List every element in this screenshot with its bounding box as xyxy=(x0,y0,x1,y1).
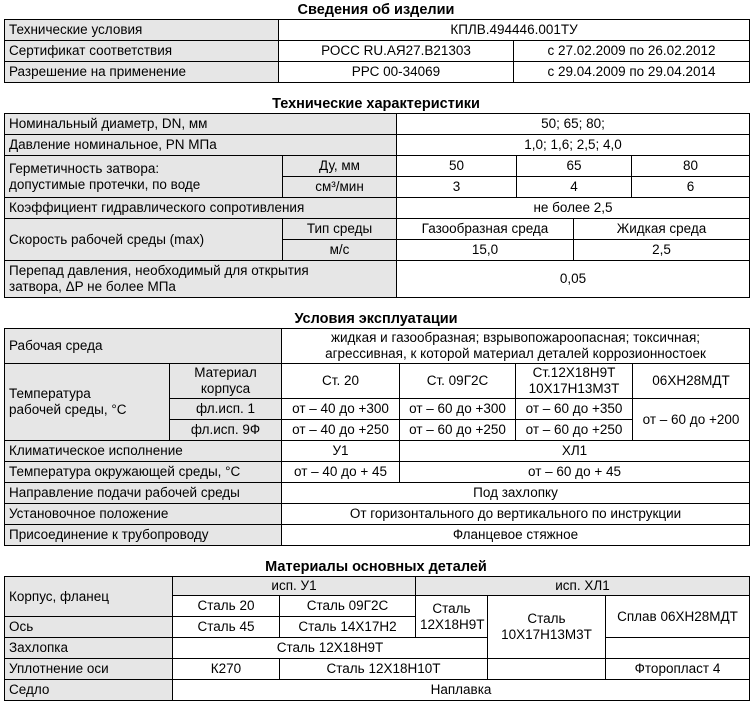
label-medium-type: Тип среды xyxy=(283,219,397,240)
value-permit: РРС 00-34069 xyxy=(279,62,514,83)
material-st20: Ст. 20 xyxy=(282,364,400,399)
label-seat: Седло xyxy=(5,680,173,701)
period-permit: с 29.04.2009 по 29.04.2014 xyxy=(514,62,750,83)
value-pn: 1,0; 1,6; 2,5; 4,0 xyxy=(397,135,750,156)
body-12x18 xyxy=(416,596,488,638)
value-flap: Сталь 12Х18Н9Т xyxy=(173,638,488,659)
label-axis: Ось xyxy=(5,617,173,638)
label-certificate: Сертификат соответствия xyxy=(5,41,279,62)
fl9-st20: от – 40 до +250 xyxy=(282,420,400,441)
merged-10x17-line2: 10Х17Н13М3Т xyxy=(501,627,592,642)
label-du: Ду, мм xyxy=(283,156,397,177)
axis-st45: Сталь 45 xyxy=(173,617,280,638)
fl1-09g2s: от – 60 до +300 xyxy=(400,399,516,420)
leak-50: 3 xyxy=(397,177,517,198)
section-title-materials: Материалы основных деталей xyxy=(265,559,487,575)
label-medium-temp-line1: Температура xyxy=(9,386,91,401)
body-12x18-line2: 12Х18Н9Т xyxy=(420,616,485,632)
label-speed-unit: м/с xyxy=(283,240,397,261)
value-medium-line2: агрессивная, к которой материал деталей коррозионностоек xyxy=(325,346,706,361)
leak-65: 4 xyxy=(517,177,632,198)
label-connection: Присоединение к трубопроводу xyxy=(5,525,282,546)
label-pressure-drop xyxy=(5,261,397,298)
label-dn: Номинальный диаметр, DN, мм xyxy=(5,114,397,135)
label-body-flange: Корпус, фланец xyxy=(5,577,173,617)
fl1-st20: от – 40 до +300 xyxy=(282,399,400,420)
seal-ftor: Фторопласт 4 xyxy=(606,659,750,680)
value-medium-line1: жидкая и газообразная; взрывопожароопасная; токсичная; xyxy=(330,330,701,345)
label-fl9: фл.исп. 9Ф xyxy=(170,420,282,441)
label-tightness-line2: допустимые протечки, по воде xyxy=(9,176,201,192)
flap-inconel-empty xyxy=(606,638,750,659)
product-info-table xyxy=(4,19,750,83)
label-flow-direction: Направление подачи рабочей среды xyxy=(5,483,282,504)
value-certificate: РОСС RU.АЯ27.В21303 xyxy=(279,41,514,62)
label-medium-temp xyxy=(5,364,170,441)
label-body-material-line1: Материал xyxy=(194,365,257,380)
label-pressure-drop-line1: Перепад давления, необходимый для открытия xyxy=(9,263,309,278)
section-title-product-info: Сведения об изделии xyxy=(297,2,455,18)
climate-u1: У1 xyxy=(282,441,400,462)
label-leak-unit: см³/мин xyxy=(283,177,397,198)
value-pressure-drop: 0,05 xyxy=(397,261,750,298)
climate-hl1: ХЛ1 xyxy=(400,441,750,462)
ambient-u1: от – 40 до + 45 xyxy=(282,462,400,483)
label-pressure-drop-line2: затвора, ΔP не более МПа xyxy=(9,279,176,294)
label-speed: Скорость рабочей среды (max) xyxy=(5,219,283,261)
inconel-alloy: Сплав 06ХН28МДТ xyxy=(606,596,750,638)
label-tech-conditions: Технические условия xyxy=(5,20,279,41)
body-09g2s: Сталь 09Г2С xyxy=(280,596,416,617)
tech-specs-table xyxy=(4,113,750,298)
value-seat: Наплавка xyxy=(173,680,750,701)
period-certificate: с 27.02.2009 по 26.02.2012 xyxy=(514,41,750,62)
label-flap: Захлопка xyxy=(5,638,173,659)
label-medium-temp-line2: рабочей среды, °С xyxy=(9,402,127,417)
material-09g2s: Ст. 09Г2С xyxy=(400,364,516,399)
du-50: 50 xyxy=(397,156,517,177)
label-climate: Климатическое исполнение xyxy=(5,441,282,462)
fl1-12x18: от – 60 до +350 xyxy=(516,399,633,420)
body-st20: Сталь 20 xyxy=(173,596,280,617)
speed-liquid: 2,5 xyxy=(574,240,750,261)
medium-gas: Газообразная среда xyxy=(397,219,574,240)
materials-table xyxy=(4,576,750,701)
label-tightness-line1: Герметичность затвора: xyxy=(9,160,160,176)
fl9-09g2s: от – 60 до +250 xyxy=(400,420,516,441)
label-axis-seal: Уплотнение оси xyxy=(5,659,173,680)
axis-14x17: Сталь 14Х17Н2 xyxy=(280,617,416,638)
body-12x18-line1: Сталь xyxy=(432,600,471,616)
value-connection: Фланцевое стяжное xyxy=(282,525,750,546)
label-medium: Рабочая среда xyxy=(5,329,282,364)
label-tightness xyxy=(5,156,283,198)
label-permit: Разрешение на применение xyxy=(5,62,279,83)
label-mounting-position: Установочное положение xyxy=(5,504,282,525)
fl9-12x18: от – 60 до +250 xyxy=(516,420,633,441)
du-65: 65 xyxy=(517,156,632,177)
material-06xn28: 06ХН28МДТ xyxy=(633,364,750,399)
leak-80: 6 xyxy=(632,177,750,198)
value-medium xyxy=(282,329,750,364)
material-12x18-line1: Ст.12Х18Н9Т xyxy=(532,365,616,380)
value-resistance: не более 2,5 xyxy=(397,198,750,219)
material-12x18 xyxy=(516,364,633,399)
ambient-hl1: от – 60 до + 45 xyxy=(400,462,750,483)
label-body-material-line2: корпуса xyxy=(200,381,251,396)
material-12x18-line2: 10Х17Н13М3Т xyxy=(528,381,620,396)
header-isp-hl1: исп. ХЛ1 xyxy=(416,577,750,596)
value-dn: 50; 65; 80; xyxy=(397,114,750,135)
seal-merged-empty xyxy=(488,659,606,680)
label-body-material xyxy=(170,364,282,399)
label-resistance: Коэффициент гидравлического сопротивления xyxy=(5,198,397,219)
du-80: 80 xyxy=(632,156,750,177)
merged-10x17 xyxy=(488,596,606,659)
value-mounting-position: От горизонтального до вертикального по инструкции xyxy=(282,504,750,525)
header-isp-u1: исп. У1 xyxy=(173,577,416,596)
seal-steel: Сталь 12Х18Н10Т xyxy=(280,659,488,680)
value-tech-conditions: КПЛВ.494446.001ТУ xyxy=(279,20,750,41)
seal-k270: К270 xyxy=(173,659,280,680)
section-title-operating-conditions: Условия эксплуатации xyxy=(294,311,458,327)
merged-10x17-line1: Сталь xyxy=(527,611,566,626)
medium-liquid: Жидкая среда xyxy=(574,219,750,240)
section-title-tech-specs: Технические характеристики xyxy=(272,96,480,112)
value-flow-direction: Под захлопку xyxy=(282,483,750,504)
label-pn: Давление номинальное, PN МПа xyxy=(5,135,397,156)
label-fl1: фл.исп. 1 xyxy=(170,399,282,420)
temp-06xn28: от – 60 до +200 xyxy=(633,399,750,441)
speed-gas: 15,0 xyxy=(397,240,574,261)
label-ambient-temp: Температура окружающей среды, °С xyxy=(5,462,282,483)
operating-conditions-table xyxy=(4,328,750,546)
